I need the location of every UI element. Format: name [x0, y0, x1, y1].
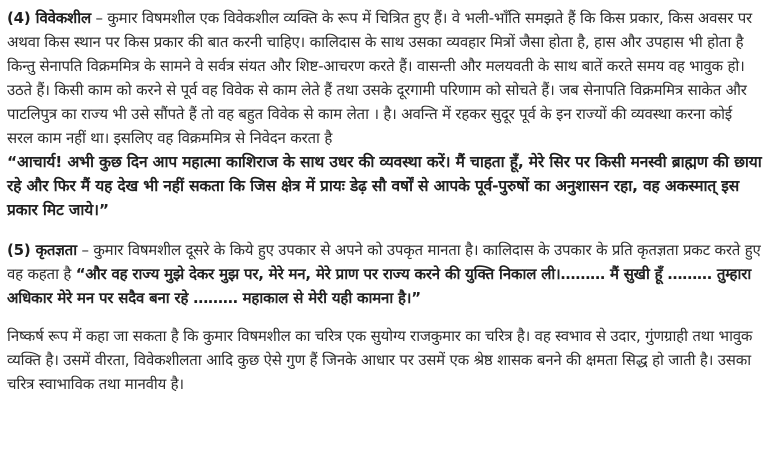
paragraph-spacer [7, 222, 762, 238]
section-4-heading: (4) विवेकशील [7, 9, 91, 27]
section-5-paragraph [7, 238, 762, 310]
section-4-paragraph [7, 6, 762, 150]
section-4-quote: “आचार्य! अभी कुछ दिन आप महात्मा काशिराज के साथ उधर की व्यवस्था करें। मैं चाहता हूँ, मेरे सिर पर किसी मनस्वी ब्राह्मण की छाया रहे और फिर मैं यह देख भी नहीं सकता कि जिस क्षेत्र में प्रायः डेढ़ सौ वर्षों से आपके पूर्व-पुरुषों का अनुशासन रहा, वह अकस्मात् इस प्रकार मिट जाये।” [7, 153, 762, 219]
section-5-quote: “और वह राज्य मुझे देकर मुझ पर, मेरे मन, मेरे प्राण पर राज्य करने की युक्ति निकाल ली।……… मैं सुखी हूँ ……… तुम्हारा अधिकार मेरे मन पर सदैव बना रहे ……… महाकाल से मेरी यही कामना है।” [7, 265, 752, 307]
section-5-heading: (5) कृतज्ञता [7, 241, 77, 259]
paragraph-spacer [7, 310, 762, 324]
section-4-body: – कुमार विषमशील एक विवेकशील व्यक्ति के रूप में चित्रित हुए हैं। वे भली-भाँति समझते हैं कि किस प्रकार, किस अवसर पर अथवा किस स्थान पर किस प्रकार की बात करनी चाहिए। कालिदास के साथ उसका व्यवहार मित्रों जैसा होता है, हास और उपहास भी होता है किन्तु सेनापति विक्रममित्र के सामने वे सर्वत्र संयत और शिष्ट-आचरण करते हैं। वासन्ती और मलयवती के साथ बातें करते समय वह भावुक हो। उठते हैं। किसी काम को करने से पूर्व वह विवेक से काम लेते हैं तथा उसके दूरगामी परिणाम को सोचते हैं। जब सेनापति विक्रममित्र साकेत और पाटलिपुत्र का राज्य भी उसे सौंपते हैं तो वह बहुत विवेक से काम लेता । है। अवन्ति में रहकर सुदूर पूर्व के इन राज्यों की व्यवस्था करना कोई सरल काम नहीं था। इसलिए वह विक्रममित्र से निवेदन करता है [7, 9, 752, 147]
section-5-body: – कुमार विषमशील दूसरे के किये हुए उपकार से अपने को उपकृत मानता है। कालिदास के उपकार के प्रति कृतज्ञता प्रकट करते हुए वह कहता है [7, 241, 761, 283]
conclusion-paragraph: निष्कर्ष रूप में कहा जा सकता है कि कुमार विषमशील का चरित्र एक सुयोग्य राजकुमार का चरित्र है। वह स्वभाव से उदार, गुंणग्राही तथा भावुक व्यक्ति है। उसमें वीरता, विवेकशीलता आदि कुछ ऐसे गुण हैं जिनके आधार पर उसमें एक श्रेष्ठ शासक बनने की क्षमता सिद्ध हो जाती है। उसका चरित्र स्वाभाविक तथा मानवीय है। [7, 327, 753, 393]
